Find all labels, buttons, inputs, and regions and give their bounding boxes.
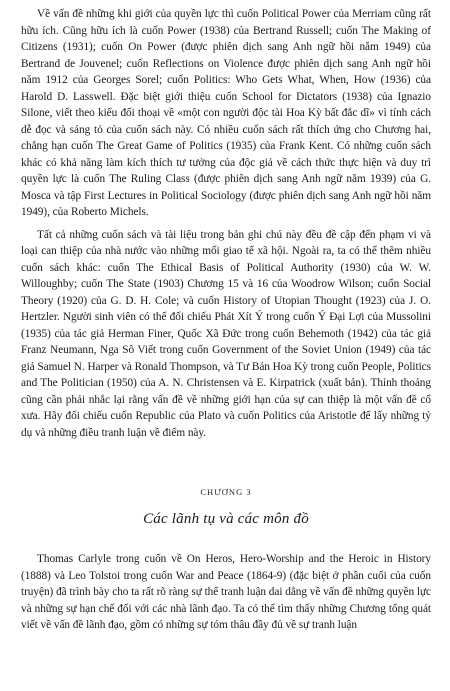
paragraph-references-power: Về vấn đề những khi giới của quyền lực thì cuốn Political Power của Merriam cũng rất hữu ích. Cũng hữu ích là cuốn Power (1938) của Bertrand Russell; cuốn The Making of Citizens (1931); cuốn On Power (được phiên dịch sang Anh ngữ hồi năm 1949) của Bertrand de Jouvenel; cuốn Reflections on Violence được phiên dịch sang Anh ngữ hồi năm 1912 của Georges Sorel; cuốn Politics: Who Gets What, When, How (1936) của Harold D. Lasswell. Đặc biệt giới thiệu cuốn School for Dictators (1938) của Ignazio Silone, viết theo kiểu đối thoại về «một con người độc tài Hoa Kỳ bất đắc dĩ» vì tính cách dễ đọc và sáng tỏ của cuốn sách này. Có nhiều cuốn sách rất thích ứng cho Chương hai, chẳng hạn cuốn The Great Game of Politics (1935) của Frank Kent. Có những cuốn sách khác có khả năng làm kích thích tư tưởng của độc giả về cách thức thực hiện và duy trì quyền lực là cuốn The Ruling Class (được phiên dịch sang Anh ngữ năm 1939) của G. Mosca và tập First Lectures in Political Sociology (được phiên dịch sang Anh ngữ hồi năm 1949), của Roberto Michels. <box>21 8 431 218</box>
chapter-title: Các lãnh tụ và các môn đồ <box>143 511 309 527</box>
chapter-label: CHƯƠNG 3 <box>200 487 252 497</box>
paragraph-references-state-intervention: Tất cả những cuốn sách và tài liệu trong bản ghi chú này đều đề cập đến phạm vi và loại can thiệp của nhà nước vào những mối giao tế xã hội. Ngoài ra, ta có thể thêm nhiều cuốn sách khác: cuốn The Ethical Basis of Political Authority (1930) của W. W. Willoughby; cuốn The State (1903) Chương 15 và 16 của Woodrow Wilson; cuốn Social Theory (1920) của G. D. H. Cole; và cuốn History of Utopian Thought (1923) của J. O. Hertzler. Người sinh viên có thể đối chiếu Phát Xít Ý trong cuốn Ý Đại Lợi của Mussolini (1935) của tác giả Herman Finer, Quốc Xã Đức trong cuốn Behemoth (1942) của tác giả Franz Neumann, Nga Sô Viết trong cuốn Government of the Soviet Union (1949) của tác giả Samuel N. Harper và Ronald Thompson, và Tư Bản Hoa Kỳ trong cuốn People, Politics and The Politician (1950) của A. N. Christensen và E. Kirpatrick (xuất bản). Thỉnh thoảng cũng cần phải nhắc lại rằng vấn đề về những giới hạn của sự can thiệp là một vấn đề cổ xưa. Hãy đối chiếu cuốn Republic của Plato và cuốn Politics của Aristotle để lấy những tỷ dụ và những điều tranh luận về điểm này. <box>21 228 431 439</box>
paragraph-leaders-followers: Thomas Carlyle trong cuốn về On Heros, Hero-Worship and the Heroic in History (1888) và Leo Tolstoi trong cuốn War and Peace (1864-9) (đặc biệt ở phần cuối của cuốn truyện) đã trình bày cho ta rất rõ ràng sự thể tranh luận dai dẳng về vấn đề những quyền lực và những sự hạn chế đối với các nhà lãnh đạo. Ta có thể tìm thấy những Chương tổng quát viết về vấn đề lãnh đạo, gồm có những sự tóm thâu đầy đủ về sự tranh luận <box>21 553 431 631</box>
